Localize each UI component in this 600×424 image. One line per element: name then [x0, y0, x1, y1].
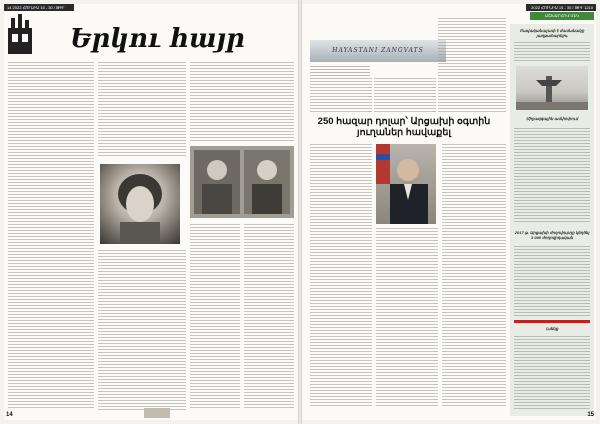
news-sidebar: [510, 24, 594, 416]
group-image: [190, 146, 294, 218]
sidebar-text-3: [514, 246, 590, 316]
sidebar-headline-4: Լսենք: [545, 326, 559, 331]
text-column-3-bottom-left: [190, 224, 240, 410]
text-column-2-bottom: [98, 250, 186, 410]
top-text-col-3: [438, 18, 506, 112]
main-headline: 250 հազար դոլար՝ Արցախի օգտին յուղաներ հավաքել: [317, 116, 491, 138]
photo-group: [190, 146, 294, 218]
text-column-3-top: [190, 62, 294, 142]
text-column-2-top: [98, 62, 186, 158]
right-page-number: 15: [587, 412, 594, 418]
left-page-number: 14: [6, 412, 13, 418]
top-text-col-2: [374, 78, 436, 112]
body-text-col-2: [376, 228, 438, 408]
top-text-col-1: [310, 78, 372, 112]
left-page-header: 14 2022 ՀՈՒՆԻՍ 15 - 30 / ԹԻՒ 1210: [4, 4, 74, 11]
statue-image: [516, 66, 588, 110]
section-label: ԱՇԽԱՐՀՈՎ ՄԷԿ: [530, 12, 594, 20]
church-logo-icon: [8, 14, 32, 54]
photo-woman: [100, 164, 180, 244]
article-title: Երկու հայր: [70, 24, 245, 54]
sidebar-headline-2: Միջազգային ամփոփում: [526, 116, 578, 121]
right-page: [302, 4, 596, 420]
right-page-header: 2022 ՀՈՒՆԻՍ 15 - 30 / ԹԻՒ 1210: [526, 4, 596, 11]
text-column-1: [8, 62, 94, 410]
sidebar-text-1: [514, 42, 590, 62]
left-page: [4, 4, 298, 420]
intro-byline: [310, 66, 370, 76]
ad-thumbnail: [144, 408, 170, 418]
article-banner: HAYASTANI ZANGVATS: [310, 40, 446, 62]
photo-man: [376, 144, 436, 224]
body-text-col-1: [310, 144, 372, 408]
sidebar-headline-3: 2017 թ. Արցախի ժողովուրդը կեղծել 3 000 ժողովրդական: [514, 230, 590, 240]
body-text-col-3: [442, 144, 506, 408]
sidebar-headline-1: Բավականաչափ է ժամանակը յաղթահարելու: [519, 28, 585, 38]
sidebar-text-2: [514, 128, 590, 224]
photo-statue: [516, 66, 588, 110]
man-portrait-image: [376, 144, 436, 224]
text-column-3-bottom-right: [244, 224, 294, 410]
sidebar-divider: [514, 320, 590, 323]
portrait-image: [100, 164, 180, 244]
sidebar-text-4: [514, 336, 590, 410]
